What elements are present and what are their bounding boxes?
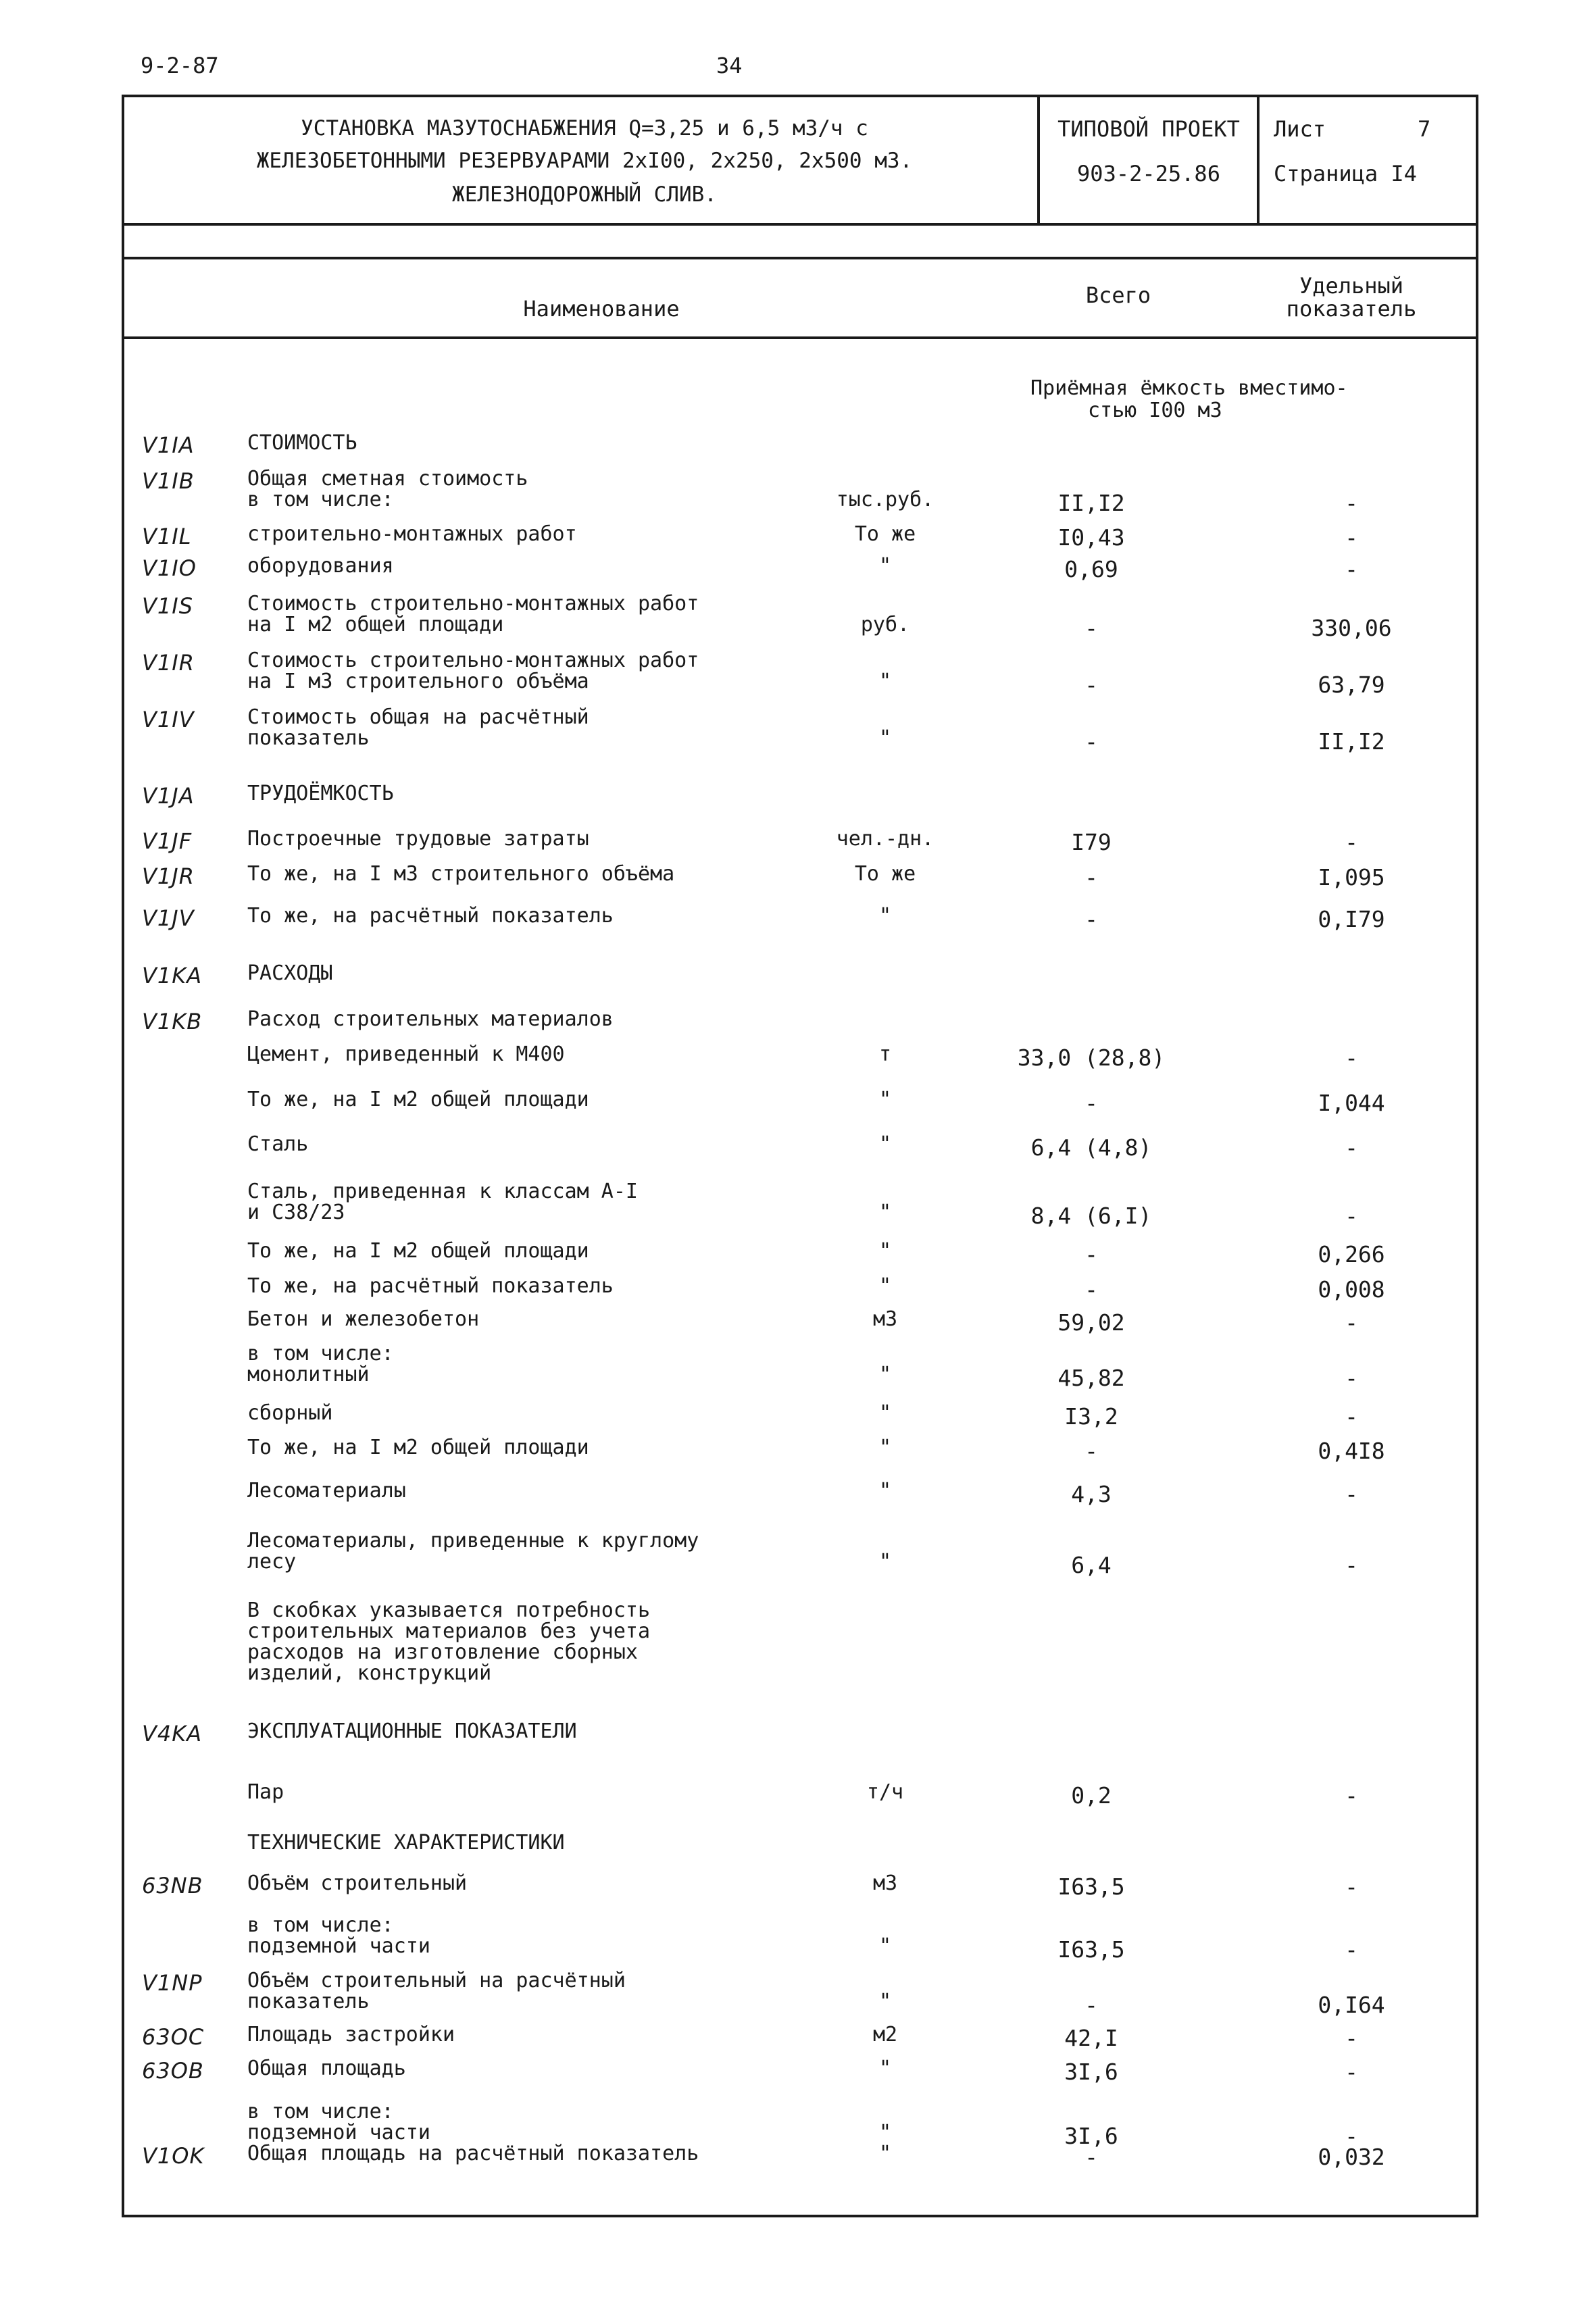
row-unit: м2	[872, 2023, 898, 2046]
row-specific: 0,008	[1318, 1276, 1385, 1303]
column-header-specific-line-2: показатель	[1286, 296, 1417, 322]
row-specific: -	[1345, 1134, 1358, 1161]
row-name: ТРУДОЁМКОСТЬ	[247, 782, 394, 805]
column-header-specific-line-1: Удельный	[1299, 273, 1404, 299]
row-code: V4KA	[142, 1721, 203, 1746]
row-specific: 0,032	[1318, 2144, 1385, 2170]
row-total: -	[1084, 864, 1098, 890]
row-name: Цемент, приведенный к М400	[247, 1042, 565, 1066]
row-name: Сталь	[247, 1132, 309, 1156]
project-title-line-2: ЖЕЛЕЗОБЕТОННЫМИ РЕЗЕРВУАРАМИ 2хI00, 2х250, 2х500 м3.	[256, 149, 913, 173]
row-total: 0,2	[1071, 1782, 1112, 1809]
row-code: V1IO	[142, 555, 197, 581]
row-code: V1IV	[142, 707, 195, 732]
row-total: I3,2	[1064, 1403, 1118, 1430]
row-name: Стоимость общая на расчётный показатель	[247, 705, 589, 750]
row-name: Построечные трудовые затраты	[247, 827, 589, 851]
row-total: -	[1084, 728, 1098, 755]
row-unit: чел.-дн.	[836, 827, 934, 851]
row-specific: -	[1345, 1481, 1358, 1507]
project-title-line-1: УСТАНОВКА МАЗУТОСНАБЖЕНИЯ Q=3,25 и 6,5 м3/ч с	[301, 116, 868, 141]
row-unit: "	[878, 554, 892, 578]
row-specific: -	[1345, 829, 1358, 855]
row-name: Сталь, приведенная к классам А-I и С38/23	[247, 1180, 638, 1224]
row-specific: I,044	[1318, 1090, 1385, 1116]
row-name: РАСХОДЫ	[247, 961, 333, 985]
row-name: ТЕХНИЧЕСКИЕ ХАРАКТЕРИСТИКИ	[247, 1831, 565, 1855]
row-unit: "	[878, 1274, 892, 1298]
row-unit: м3	[872, 1307, 898, 1331]
row-specific: 0,4I8	[1318, 1438, 1385, 1464]
capacity-note-line-1: Приёмная ёмкость вместимо-	[1030, 376, 1348, 400]
project-number: 903-2-25.86	[1077, 161, 1220, 186]
row-total: 33,0 (28,8)	[1017, 1045, 1166, 1071]
row-name: Бетон и железобетон	[247, 1307, 480, 1331]
row-unit: м3	[872, 1871, 898, 1895]
row-name: Лесоматериалы	[247, 1479, 406, 1503]
row-name: В скобках указывается потребность строительных материалов без учета расходов на изготовление сборных изделий, конструкций	[247, 1599, 651, 1685]
row-code: V1IA	[142, 432, 195, 458]
row-code: V1IB	[142, 468, 195, 494]
row-code: V1JR	[142, 863, 195, 889]
sheet-number: 7	[1418, 116, 1431, 142]
row-total: -	[1084, 1241, 1098, 1267]
row-total: -	[1084, 672, 1098, 698]
row-name: Общая площадь на расчётный показатель	[247, 2142, 699, 2165]
row-name: Площадь застройки	[247, 2023, 455, 2046]
row-unit: "	[878, 726, 892, 750]
row-name: Общая площадь	[247, 2057, 406, 2080]
row-name: сборный	[247, 1401, 333, 1425]
row-unit: То же	[854, 862, 916, 886]
row-specific: -	[1345, 2025, 1358, 2051]
title-bottom-rule	[122, 223, 1478, 226]
capacity-note-line-2: стью I00 м3	[1088, 399, 1222, 422]
row-unit: "	[878, 1479, 892, 1503]
page-label: Страница I4	[1274, 161, 1417, 186]
row-unit: "	[878, 1239, 892, 1263]
document-date-code: 9-2-87	[141, 53, 219, 78]
row-total: I79	[1071, 829, 1112, 855]
row-unit: "	[878, 2121, 892, 2144]
page-number: 34	[716, 53, 743, 78]
row-total: I0,43	[1057, 524, 1125, 551]
row-unit: "	[878, 670, 892, 693]
project-title-line-3: ЖЕЛЕЗНОДОРОЖНЫЙ СЛИВ.	[452, 182, 717, 207]
row-code: V1IL	[142, 524, 192, 549]
row-unit: "	[878, 1990, 892, 2013]
row-total: 42,I	[1064, 2025, 1118, 2051]
row-total: 4,3	[1071, 1481, 1112, 1507]
row-name: в том числе: подземной части	[247, 2100, 430, 2144]
row-total: 45,82	[1057, 1365, 1125, 1391]
row-name: То же, на расчётный показатель	[247, 904, 614, 928]
row-unit: т/ч	[866, 1780, 904, 1804]
project-type-label: ТИПОВОЙ ПРОЕКТ	[1057, 116, 1240, 142]
row-total: 8,4 (6,I)	[1030, 1203, 1152, 1229]
row-specific: 0,I64	[1318, 1992, 1385, 2018]
row-unit: То же	[854, 522, 916, 546]
row-total: -	[1084, 1276, 1098, 1303]
row-code: V1IS	[142, 593, 193, 619]
row-total: 6,4 (4,8)	[1030, 1134, 1152, 1161]
row-total: -	[1084, 1992, 1098, 2018]
row-specific: 0,I79	[1318, 906, 1385, 932]
row-total: -	[1084, 906, 1098, 932]
row-name: То же, на расчётный показатель	[247, 1274, 614, 1298]
row-specific: 63,79	[1318, 672, 1385, 698]
column-header-total: Всего	[1085, 282, 1151, 308]
row-specific: 0,266	[1318, 1241, 1385, 1267]
row-specific: -	[1345, 1203, 1358, 1229]
title-divider-1	[1037, 95, 1040, 224]
row-specific: 330,06	[1311, 615, 1392, 641]
title-divider-2	[1257, 95, 1260, 224]
row-specific: -	[1345, 1045, 1358, 1071]
row-code: 63OC	[142, 2024, 205, 2050]
row-unit: "	[878, 1401, 892, 1425]
row-specific: -	[1345, 2123, 1358, 2149]
row-total: 3I,6	[1064, 2123, 1118, 2149]
row-total: -	[1084, 2144, 1098, 2170]
row-unit: "	[878, 1201, 892, 1224]
row-total: -	[1084, 1438, 1098, 1464]
row-specific: I,095	[1318, 864, 1385, 890]
row-name: строительно-монтажных работ	[247, 522, 577, 546]
row-specific: -	[1345, 1873, 1358, 1900]
row-total: 3I,6	[1064, 2059, 1118, 2085]
row-specific: -	[1345, 1403, 1358, 1430]
row-unit: "	[878, 1363, 892, 1386]
row-total: 6,4	[1071, 1552, 1112, 1578]
row-specific: -	[1345, 1936, 1358, 1963]
row-code: V1IR	[142, 650, 195, 676]
row-name: То же, на I м2 общей площади	[247, 1239, 589, 1263]
row-unit: "	[878, 1934, 892, 1958]
row-name: Расход строительных материалов	[247, 1007, 614, 1031]
row-code: V1JV	[142, 905, 195, 931]
row-name: Общая сметная стоимость в том числе:	[247, 467, 528, 511]
row-specific: -	[1345, 524, 1358, 551]
row-code: V1JF	[142, 828, 193, 854]
row-specific: II,I2	[1318, 728, 1385, 755]
row-code: 63OB	[142, 2058, 204, 2084]
row-code: 63NB	[142, 1873, 203, 1898]
row-unit: "	[878, 1436, 892, 1459]
row-total: -	[1084, 615, 1098, 641]
row-unit: тыс.руб.	[836, 488, 934, 511]
row-specific: -	[1345, 1552, 1358, 1578]
row-name: СТОИМОСТЬ	[247, 431, 357, 455]
row-code: V1OK	[142, 2143, 205, 2169]
sheet-label: Лист	[1274, 116, 1326, 142]
row-name: Стоимость строительно-монтажных работ на I м3 строительного объёма	[247, 649, 699, 693]
row-total: 59,02	[1057, 1309, 1125, 1336]
row-total: -	[1084, 1090, 1098, 1116]
row-name: То же, на I м2 общей площади	[247, 1088, 589, 1111]
row-total: 0,69	[1064, 556, 1118, 582]
row-name: в том числе: монолитный	[247, 1342, 394, 1386]
row-name: То же, на I м3 строительного объёма	[247, 862, 675, 886]
row-unit: руб.	[860, 613, 910, 636]
row-name: оборудования	[247, 554, 394, 578]
row-code: V1KB	[142, 1009, 203, 1034]
row-unit: "	[878, 2142, 892, 2165]
row-code: V1NP	[142, 1970, 203, 1996]
row-name: Лесоматериалы, приведенные к круглому лесу	[247, 1529, 699, 1574]
row-name: в том числе: подземной части	[247, 1913, 430, 1958]
row-total: I63,5	[1057, 1873, 1125, 1900]
row-total: II,I2	[1057, 490, 1125, 516]
row-name: ЭКСПЛУАТАЦИОННЫЕ ПОКАЗАТЕЛИ	[247, 1719, 577, 1743]
row-unit: "	[878, 904, 892, 928]
row-code: V1KA	[142, 963, 203, 988]
row-unit: т	[878, 1042, 892, 1066]
column-header-name: Наименование	[523, 296, 680, 322]
row-code: V1JA	[142, 783, 195, 809]
row-unit: "	[878, 1088, 892, 1111]
table-header-bottom-rule	[122, 336, 1478, 339]
row-specific: -	[1345, 490, 1358, 516]
row-specific: -	[1345, 1309, 1358, 1336]
row-name: Объём строительный	[247, 1871, 468, 1895]
row-specific: -	[1345, 2059, 1358, 2085]
row-total: I63,5	[1057, 1936, 1125, 1963]
row-name: Пар	[247, 1780, 284, 1804]
row-specific: -	[1345, 556, 1358, 582]
row-specific: -	[1345, 1365, 1358, 1391]
row-name: Объём строительный на расчётный показатель	[247, 1969, 626, 2013]
row-name: То же, на I м2 общей площади	[247, 1436, 589, 1459]
row-specific: -	[1345, 1782, 1358, 1809]
row-unit: "	[878, 2057, 892, 2080]
row-name: Стоимость строительно-монтажных работ на I м2 общей площади	[247, 592, 699, 636]
table-header-top-rule	[122, 257, 1478, 259]
row-unit: "	[878, 1132, 892, 1156]
row-unit: "	[878, 1550, 892, 1574]
